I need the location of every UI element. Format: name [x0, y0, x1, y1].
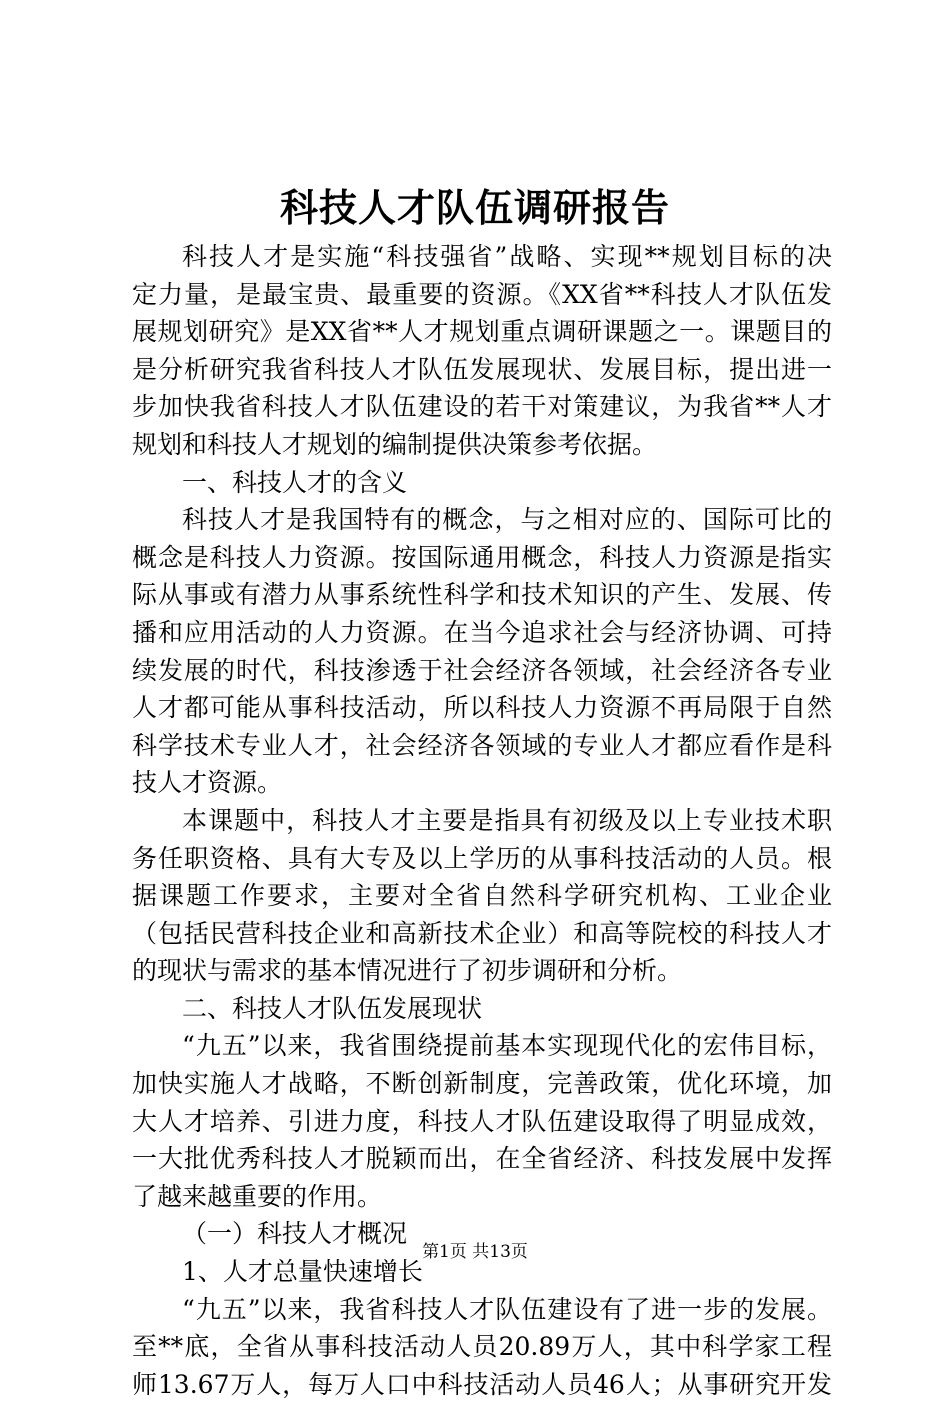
text-line: 二、科技人才队伍发展现状 [182, 993, 483, 1023]
text-line: 定力量，是最宝贵、最重要的资源。《XX省**科技人才队伍发 [132, 279, 832, 309]
text-line: 务任职资格、具有大专及以上学历的从事科技活动的人员。根 [132, 843, 832, 873]
text-line: 1、人才总量快速增长 [182, 1257, 423, 1287]
text-line: （包括民营科技企业和高新技术企业）和高等院校的科技人才 [132, 918, 832, 948]
text-line: 播和应用活动的人力资源。在当今追求社会与经济协调、可持 [132, 617, 832, 647]
text-line: 是分析研究我省科技人才队伍发展现状、发展目标，提出进一 [132, 354, 832, 384]
document-body [132, 238, 832, 1403]
text-line: 际从事或有潜力从事系统性科学和技术知识的产生、发展、传 [132, 580, 832, 610]
text-line: 的现状与需求的基本情况进行了初步调研和分析。 [132, 956, 683, 986]
page-number: 第1页 [422, 1242, 467, 1262]
text-line: 大人才培养、引进力度，科技人才队伍建设取得了明显成效， [132, 1106, 832, 1136]
page-total: 共13页 [472, 1242, 528, 1262]
text-line: 规划和科技人才规划的编制提供决策参考依据。 [132, 429, 658, 459]
text-line: 概念是科技人力资源。按国际通用概念，科技人力资源是指实 [132, 542, 832, 572]
text-line: （一）科技人才概况 [182, 1219, 408, 1249]
text-line: 展规划研究》是XX省**人才规划重点调研课题之一。课题目的 [132, 317, 832, 347]
text-line: 一、科技人才的含义 [182, 467, 408, 497]
page-footer [0, 1240, 950, 1264]
text-line: 科技人才是我国特有的概念，与之相对应的、国际可比的 [182, 505, 832, 535]
text-line: “九五”以来，我省科技人才队伍建设有了进一步的发展。 [182, 1294, 832, 1324]
text-line: 本课题中，科技人才主要是指具有初级及以上专业技术职 [182, 805, 832, 835]
text-line: “九五”以来，我省围绕提前基本实现现代化的宏伟目标， [182, 1031, 832, 1061]
text-line: 一大批优秀科技人才脱颖而出，在全省经济、科技发展中发挥 [132, 1144, 832, 1174]
text-line: 续发展的时代，科技渗透于社会经济各领域，社会经济各专业 [132, 655, 832, 685]
text-line: 了越来越重要的作用。 [132, 1181, 383, 1211]
text-line: 加快实施人才战略，不断创新制度，完善政策，优化环境，加 [132, 1069, 832, 1099]
text-line: 科技人才是实施“科技强省”战略、实现**规划目标的决 [182, 242, 832, 271]
text-line: 技人才资源。 [132, 768, 283, 798]
text-line: 人才都可能从事科技活动，所以科技人力资源不再局限于自然 [132, 693, 832, 723]
text-line: 科学技术专业人才，社会经济各领域的专业人才都应看作是科 [132, 730, 832, 760]
text-line: 据课题工作要求，主要对全省自然科学研究机构、工业企业 [132, 881, 832, 911]
text-line: 步加快我省科技人才队伍建设的若干对策建议，为我省**人才 [132, 392, 832, 422]
text-line: 至**底，全省从事科技活动人员20.89万人，其中科学家工程 [132, 1332, 832, 1362]
text-line: 师13.67万人，每万人口中科技活动人员46人；从事研究开发 [132, 1369, 832, 1399]
document-title: 科技人才队伍调研报告 [279, 185, 670, 230]
